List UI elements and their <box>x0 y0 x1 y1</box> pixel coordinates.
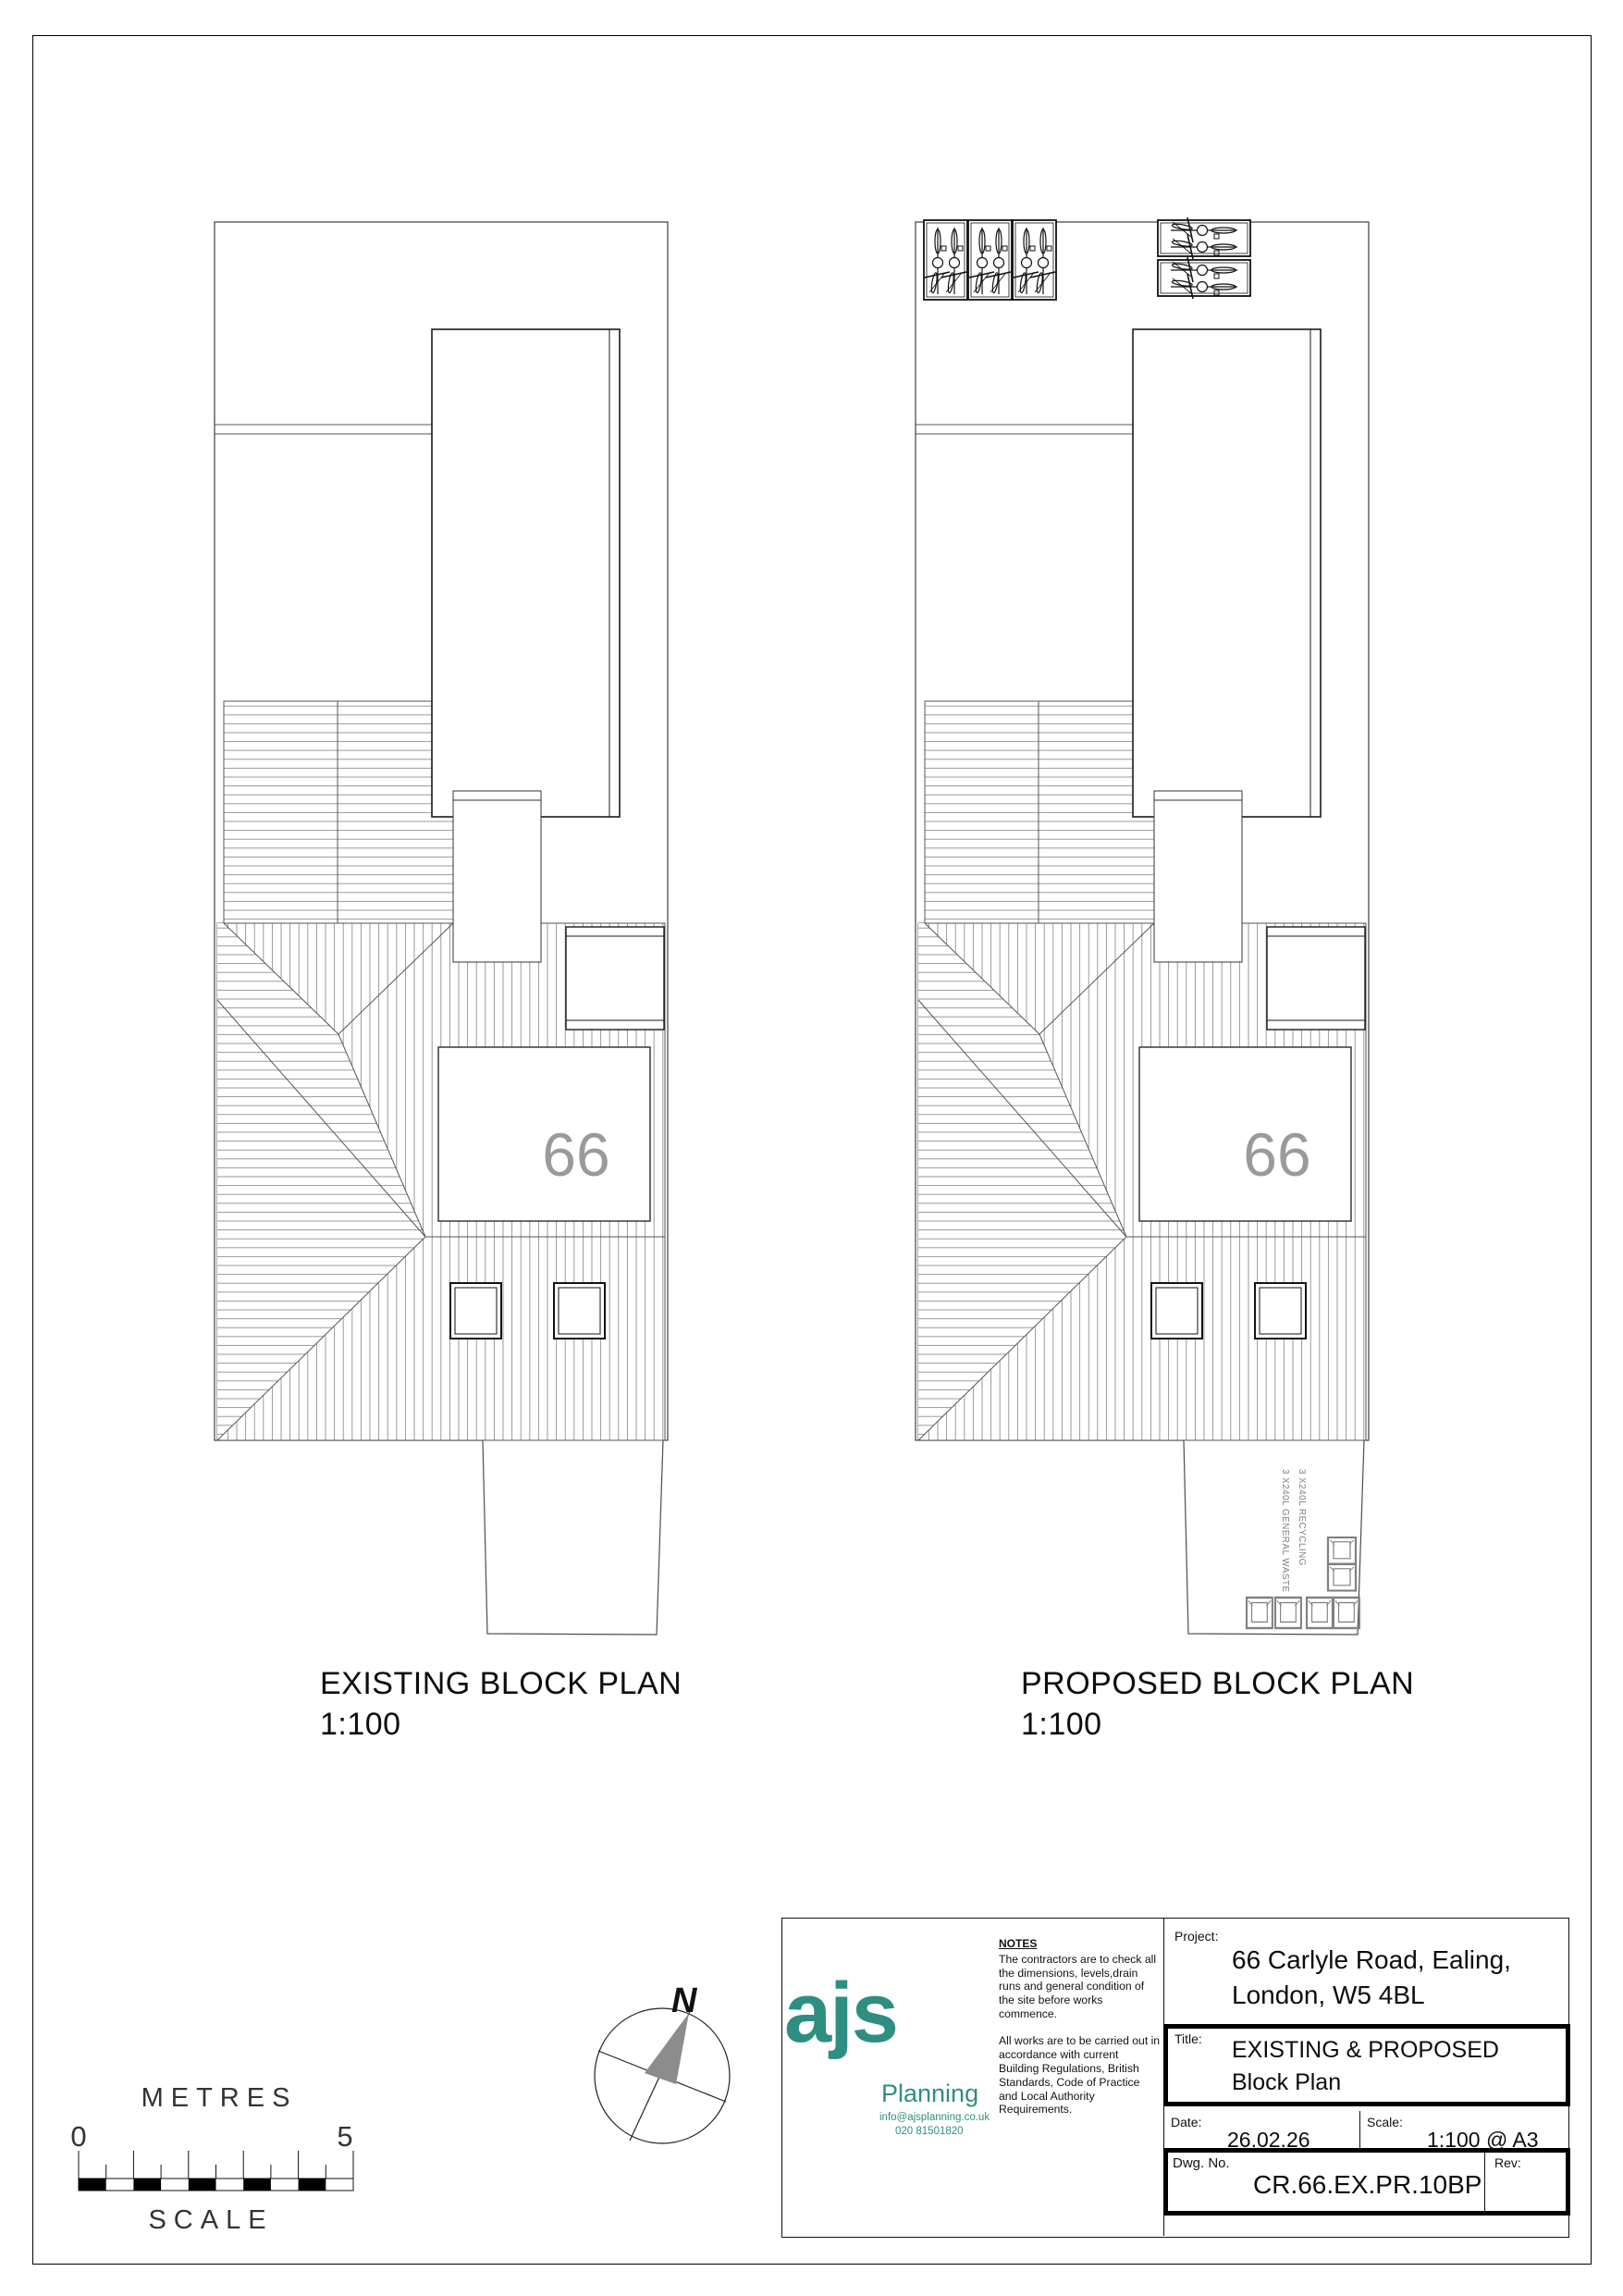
existing-house-number: 66 <box>542 1120 610 1189</box>
project-value <box>1232 1943 1511 2013</box>
dwg-rev-divider <box>1484 2153 1485 2211</box>
proposed-plan-scale: 1:100 <box>1021 1707 1102 1742</box>
rev-label: Rev: <box>1494 2155 1521 2170</box>
existing-plan-caption <box>320 1663 682 1745</box>
site-plan-proposed <box>916 217 1369 1635</box>
notes-block <box>999 1937 1162 2129</box>
scale-label: Scale: <box>1367 2115 1403 2129</box>
logo-text: ajs <box>784 1966 897 2060</box>
date-label: Date: <box>1171 2115 1202 2129</box>
project-line1: 66 Carlyle Road, Ealing, <box>1232 1945 1511 1974</box>
project-line2: London, W5 4BL <box>1232 1981 1425 2009</box>
scale-bar-start: 0 <box>70 2120 87 2153</box>
scale-bar-end: 5 <box>337 2120 353 2153</box>
notes-paragraph-1: The contractors are to check all the dimensions, levels,drain runs and general condition of the site before works commence. <box>999 1952 1157 2021</box>
title-value <box>1232 2034 1499 2099</box>
north-label: N <box>671 1981 697 2020</box>
scale-bar-unit: METRES <box>141 2083 298 2113</box>
notes-paragraph-2: All works are to be carried out in accordance with current Building Regulations, British Standards, Code of Practice and Local Authority Requirements. <box>999 2034 1161 2117</box>
scale-value: 1:100 @ A3 <box>1427 2128 1539 2152</box>
logo-subtitle: Planning <box>881 2080 979 2107</box>
ajs-planning-logo <box>784 1966 997 2137</box>
title-line1: EXISTING & PROPOSED <box>1232 2037 1499 2063</box>
recycling-label: 3 X240L RECYCLING <box>1297 1469 1307 1566</box>
proposed-plan-caption <box>1021 1663 1414 1745</box>
notes-heading: NOTES <box>999 1937 1038 1950</box>
scale-bar-caption: SCALE <box>148 2205 274 2235</box>
date-value: 26.02.26 <box>1227 2128 1310 2152</box>
north-arrow-icon <box>595 2008 730 2143</box>
project-label: Project: <box>1174 1929 1219 1944</box>
scale-bar <box>79 2151 353 2191</box>
title-line2: Block Plan <box>1232 2069 1342 2095</box>
date-scale-divider <box>1359 2111 1360 2148</box>
logo-phone: 020 81501820 <box>895 2126 964 2137</box>
dwg-value: CR.66.EX.PR.10BP <box>1253 2170 1482 2199</box>
title-label: Title: <box>1174 2031 1202 2046</box>
proposed-plan-title: PROPOSED BLOCK PLAN <box>1021 1666 1415 1701</box>
existing-plan-title: EXISTING BLOCK PLAN <box>320 1666 682 1701</box>
general-waste-label: 3 X240L GENERAL WASTE <box>1280 1469 1290 1593</box>
dwg-label: Dwg. No. <box>1173 2155 1230 2171</box>
existing-plan-scale: 1:100 <box>320 1707 401 1742</box>
logo-email: info@ajsplanning.co.uk <box>879 2112 990 2123</box>
site-plan-existing <box>215 222 668 1635</box>
proposed-house-number: 66 <box>1243 1120 1311 1189</box>
